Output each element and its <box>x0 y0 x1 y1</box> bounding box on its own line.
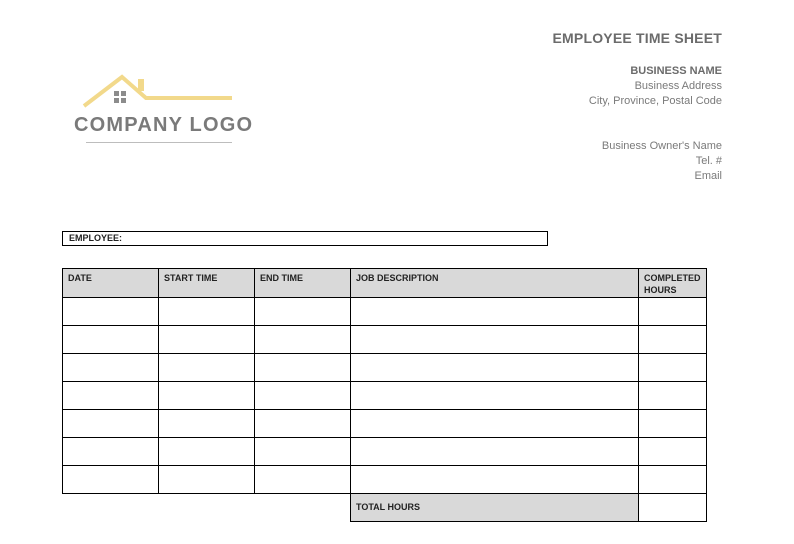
date-cell[interactable] <box>63 410 159 438</box>
completed-hours-cell[interactable] <box>639 438 707 466</box>
completed-hours-cell[interactable] <box>639 354 707 382</box>
job-description-cell[interactable] <box>351 326 639 354</box>
end-time-cell[interactable] <box>255 438 351 466</box>
logo-underline <box>86 142 232 143</box>
total-hours-label: TOTAL HOURS <box>351 494 639 522</box>
business-name: BUSINESS NAME <box>630 65 722 77</box>
job-description-cell[interactable] <box>351 298 639 326</box>
completed-hours-cell[interactable] <box>639 298 707 326</box>
start-time-cell[interactable] <box>159 354 255 382</box>
business-city-line: City, Province, Postal Code <box>588 95 722 107</box>
employee-field[interactable] <box>62 231 548 246</box>
employee-label: EMPLOYEE: <box>69 233 123 243</box>
column-header-completed-hours: COMPLETED HOURS <box>639 269 707 298</box>
owner-name: Business Owner's Name <box>601 140 722 152</box>
end-time-cell[interactable] <box>255 382 351 410</box>
column-header-end-time: END TIME <box>255 269 351 298</box>
logo-text: COMPANY LOGO <box>74 114 254 136</box>
document-title: EMPLOYEE TIME SHEET <box>552 30 722 46</box>
total-spacer <box>63 494 159 522</box>
house-roof-icon <box>74 72 249 112</box>
table-row <box>63 382 707 410</box>
total-spacer <box>159 494 255 522</box>
start-time-cell[interactable] <box>159 382 255 410</box>
date-cell[interactable] <box>63 326 159 354</box>
job-description-cell[interactable] <box>351 466 639 494</box>
total-hours-value[interactable] <box>639 494 707 522</box>
owner-info <box>602 139 722 184</box>
start-time-cell[interactable] <box>159 298 255 326</box>
date-cell[interactable] <box>63 298 159 326</box>
column-header-start-time: START TIME <box>159 269 255 298</box>
business-address: Business Address <box>634 80 722 92</box>
table-row <box>63 410 707 438</box>
column-header-date: DATE <box>63 269 159 298</box>
table-row <box>63 326 707 354</box>
job-description-cell[interactable] <box>351 410 639 438</box>
start-time-cell[interactable] <box>159 326 255 354</box>
start-time-cell[interactable] <box>159 438 255 466</box>
owner-tel: Tel. # <box>695 155 722 167</box>
job-description-cell[interactable] <box>351 354 639 382</box>
date-cell[interactable] <box>63 438 159 466</box>
date-cell[interactable] <box>63 466 159 494</box>
table-row <box>63 438 707 466</box>
start-time-cell[interactable] <box>159 410 255 438</box>
start-time-cell[interactable] <box>159 466 255 494</box>
total-spacer <box>255 494 351 522</box>
job-description-cell[interactable] <box>351 382 639 410</box>
end-time-cell[interactable] <box>255 326 351 354</box>
table-header-row <box>63 269 707 298</box>
table-row <box>63 354 707 382</box>
end-time-cell[interactable] <box>255 410 351 438</box>
date-cell[interactable] <box>63 382 159 410</box>
date-cell[interactable] <box>63 354 159 382</box>
completed-hours-cell[interactable] <box>639 382 707 410</box>
company-logo <box>74 72 254 147</box>
business-info <box>589 64 722 109</box>
completed-hours-cell[interactable] <box>639 410 707 438</box>
completed-hours-cell[interactable] <box>639 466 707 494</box>
column-header-job-description: JOB DESCRIPTION <box>351 269 639 298</box>
total-row <box>63 494 707 522</box>
table-row <box>63 466 707 494</box>
completed-hours-cell[interactable] <box>639 326 707 354</box>
end-time-cell[interactable] <box>255 466 351 494</box>
timesheet-table <box>62 268 707 522</box>
table-row <box>63 298 707 326</box>
job-description-cell[interactable] <box>351 438 639 466</box>
end-time-cell[interactable] <box>255 354 351 382</box>
owner-email: Email <box>694 170 722 182</box>
end-time-cell[interactable] <box>255 298 351 326</box>
